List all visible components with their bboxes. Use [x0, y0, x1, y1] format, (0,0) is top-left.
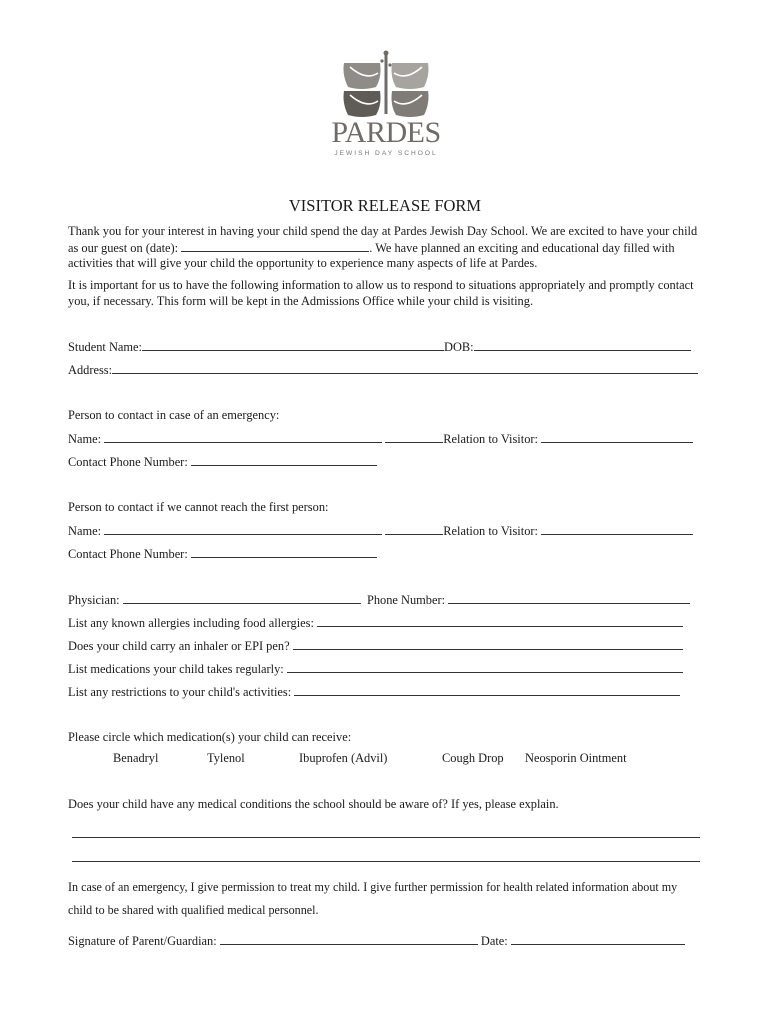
emergency-phone-field[interactable] — [191, 454, 377, 466]
dob-field[interactable] — [474, 339, 691, 351]
intro-paragraph-1 — [68, 224, 708, 272]
physician-row — [68, 592, 690, 608]
allergies-field[interactable] — [317, 615, 683, 627]
student-name-field[interactable] — [142, 339, 444, 351]
inhaler-label: Does your child carry an inhaler or EPI pen? — [68, 639, 290, 653]
second-name-label: Name: — [68, 524, 102, 538]
physician-phone-field[interactable] — [448, 592, 690, 604]
restrictions-field[interactable] — [294, 684, 680, 696]
inhaler-row — [68, 638, 683, 654]
second-phone-row — [68, 546, 377, 562]
address-label: Address: — [68, 363, 113, 377]
emergency-name-field[interactable] — [104, 431, 382, 443]
logo-wordmark: PARDES — [331, 116, 441, 149]
logo-subtitle: JEWISH DAY SCHOOL — [334, 150, 438, 157]
medication-heading: Please circle which medication(s) your child can receive: — [68, 730, 352, 744]
medication-option[interactable]: Cough Drop — [442, 751, 504, 765]
emergency-contact-heading: Person to contact in case of an emergency: — [68, 408, 280, 422]
conditions-question: Does your child have any medical conditions the school should be aware of? If yes, please explain. — [68, 797, 559, 811]
permission-line-2: child to be shared with qualified medical personnel. — [68, 903, 319, 917]
physician-field[interactable] — [123, 592, 361, 604]
second-phone-field[interactable] — [191, 546, 377, 558]
intro-paragraph-2: It is important for us to have the following information to allow us to respond to situations appropriately and promptly contact you, if necessary. This form will be kept in the Admissions Office while your child is visiting. — [68, 278, 694, 308]
second-relation-label: Relation to Visitor: — [443, 524, 538, 538]
address-row — [68, 362, 698, 378]
intro-text-a: Thank you for your interest in having your child spend the day at Pardes Jewish Day School. We are excited to have your child as our guest on (date): — [68, 224, 698, 255]
form-title: VISITOR RELEASE FORM — [288, 196, 482, 215]
medications-label: List medications your child takes regularly: — [68, 662, 284, 676]
inhaler-field[interactable] — [293, 638, 683, 650]
conditions-answer-line-2[interactable] — [72, 861, 700, 862]
emergency-relation-label: Relation to Visitor: — [443, 432, 538, 446]
physician-label: Physician: — [68, 593, 120, 607]
emergency-name-extra-field[interactable] — [385, 431, 443, 443]
conditions-answer-line-1[interactable] — [72, 837, 700, 838]
second-name-field[interactable] — [104, 523, 382, 535]
signature-date-field[interactable] — [511, 933, 685, 945]
medications-row — [68, 661, 683, 677]
emergency-phone-row — [68, 454, 377, 470]
signature-field[interactable] — [220, 933, 478, 945]
medication-option[interactable]: Benadryl — [113, 751, 159, 765]
emergency-name-row — [68, 431, 693, 447]
physician-phone-label: Phone Number: — [366, 593, 446, 607]
student-name-row — [68, 339, 691, 355]
emergency-relation-field[interactable] — [541, 431, 693, 443]
intro-text-b: . We have planned an exciting and educational day filled with activities that will give your child the opportunity to experience many aspects of life at Pardes. — [68, 240, 675, 270]
visit-date-field[interactable] — [181, 240, 369, 252]
medications-field[interactable] — [287, 661, 683, 673]
allergies-row — [68, 615, 683, 631]
permission-line-1: In case of an emergency, I give permission to treat my child. I give further permission for health related information about my — [68, 880, 678, 894]
signature-row — [68, 933, 685, 949]
student-name-label: Student Name: — [68, 340, 142, 354]
emergency-name-label: Name: — [68, 432, 102, 446]
second-phone-label: Contact Phone Number: — [68, 547, 188, 561]
restrictions-label: List any restrictions to your child's activities: — [68, 685, 292, 699]
emergency-phone-label: Contact Phone Number: — [68, 455, 188, 469]
medication-option[interactable]: Tylenol — [207, 751, 245, 765]
address-field[interactable] — [112, 362, 698, 374]
restrictions-row — [68, 684, 680, 700]
medication-option[interactable]: Ibuprofen (Advil) — [299, 751, 388, 765]
medication-option[interactable]: Neosporin Ointment — [525, 751, 627, 765]
signature-date-label: Date: — [480, 934, 508, 948]
second-contact-heading: Person to contact if we cannot reach the first person: — [68, 500, 329, 514]
second-relation-field[interactable] — [541, 523, 693, 535]
signature-label: Signature of Parent/Guardian: — [68, 934, 217, 948]
dob-label: DOB: — [444, 340, 474, 354]
second-name-row — [68, 523, 693, 539]
second-name-extra-field[interactable] — [385, 523, 443, 535]
allergies-label: List any known allergies including food allergies: — [68, 616, 314, 630]
